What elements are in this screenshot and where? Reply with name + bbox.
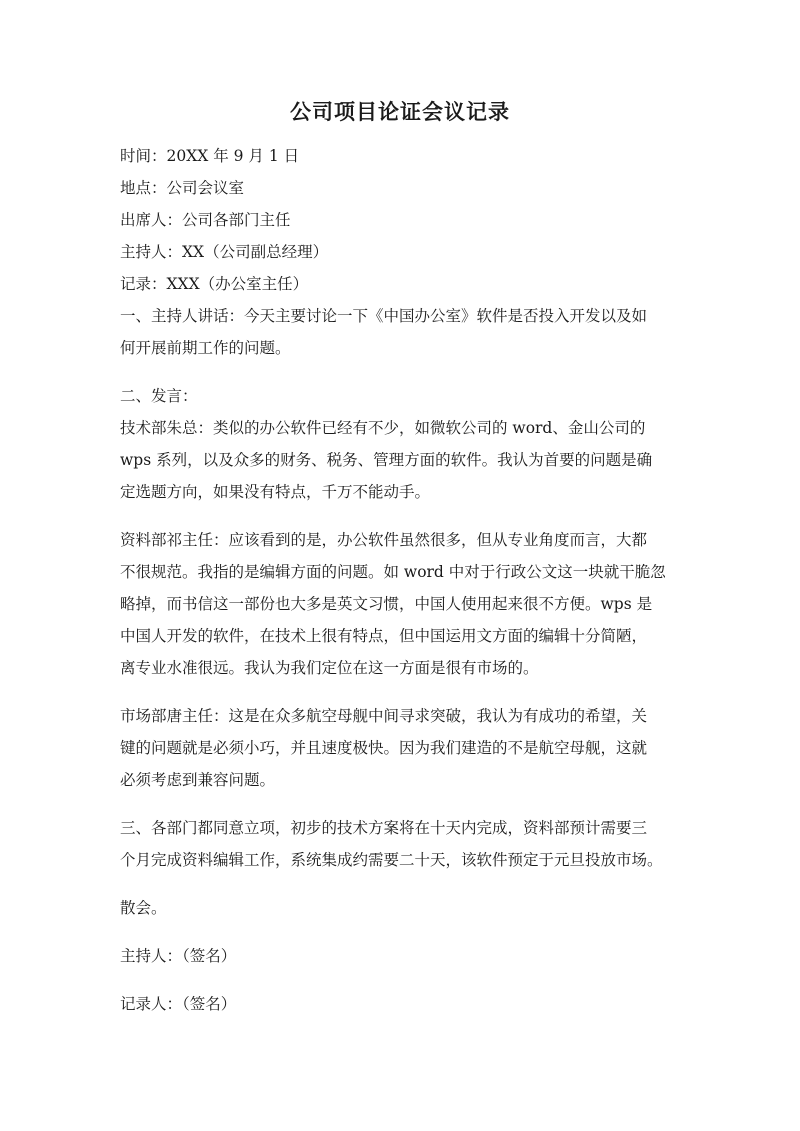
paragraph-gap: [120, 684, 700, 700]
speech-market-line: 必须考虑到兼容问题。: [120, 771, 276, 789]
speech-resource-line: 不很规范。我指的是编辑方面的问题。如 word 中对于行政公文这一块就干脆忽: [120, 563, 666, 581]
speech-resource-line: 离专业水准很远。我认为我们定位在这一方面是很有市场的。: [120, 659, 539, 677]
meeting-host: 主持人：XX（公司副总经理）: [120, 243, 329, 261]
section2-heading: 二、发言：: [120, 387, 198, 405]
speech-market-line: 键的问题就是必须小巧，并且速度极快。因为我们建造的不是航空母舰，这就: [120, 739, 648, 757]
section3-line: 三、各部门都同意立项，初步的技术方案将在十天内完成，资料部预计需要三: [120, 819, 648, 837]
paragraph-gap: [120, 972, 700, 988]
meeting-attendees: 出席人：公司各部门主任: [120, 211, 291, 229]
paragraph-gap: [120, 364, 700, 380]
speech-resource-line: 略掉，而书信这一部份也大多是英文习惯，中国人使用起来很不方便。wps 是: [120, 595, 653, 613]
recorder-signature: 记录人：（签名）: [120, 995, 237, 1013]
paragraph-gap: [120, 924, 700, 940]
speech-resource-line: 中国人开发的软件，在技术上很有特点，但中国运用文方面的编辑十分简陋，: [120, 627, 648, 645]
paragraph-gap: [120, 508, 700, 524]
speech-resource-line: 资料部祁主任：应该看到的是，办公软件虽然很多，但从专业角度而言，大都: [120, 531, 648, 549]
speech-market-line: 市场部唐主任：这是在众多航空母舰中间寻求突破，我认为有成功的希望，关: [120, 707, 648, 725]
document-body: [120, 140, 700, 1020]
speech-tech-line: 技术部朱总：类似的办公软件已经有不少，如微软公司的 word、金山公司的: [120, 419, 646, 437]
section1-line: 何开展前期工作的问题。: [120, 339, 291, 357]
section1-line: 一、主持人讲话：今天主要讨论一下《中国办公室》软件是否投入开发以及如: [120, 307, 648, 325]
speech-tech-line: wps 系列，以及众多的财务、税务、管理方面的软件。我认为首要的问题是确: [120, 451, 653, 469]
meeting-time: 时间：20XX 年 9 月 1 日: [120, 147, 300, 165]
paragraph-gap: [120, 876, 700, 892]
document-title: 公司项目论证会议记录: [290, 99, 510, 124]
closing-text: 散会。: [120, 899, 167, 917]
host-signature: 主持人：（签名）: [120, 947, 237, 965]
meeting-recorder: 记录：XXX（办公室主任）: [120, 275, 309, 293]
section3-line: 个月完成资料编辑工作，系统集成约需要二十天，该软件预定于元旦投放市场。: [120, 851, 663, 869]
paragraph-gap: [120, 796, 700, 812]
speech-tech-line: 定选题方向，如果没有特点，千万不能动手。: [120, 483, 431, 501]
meeting-place: 地点：公司会议室: [120, 179, 245, 197]
